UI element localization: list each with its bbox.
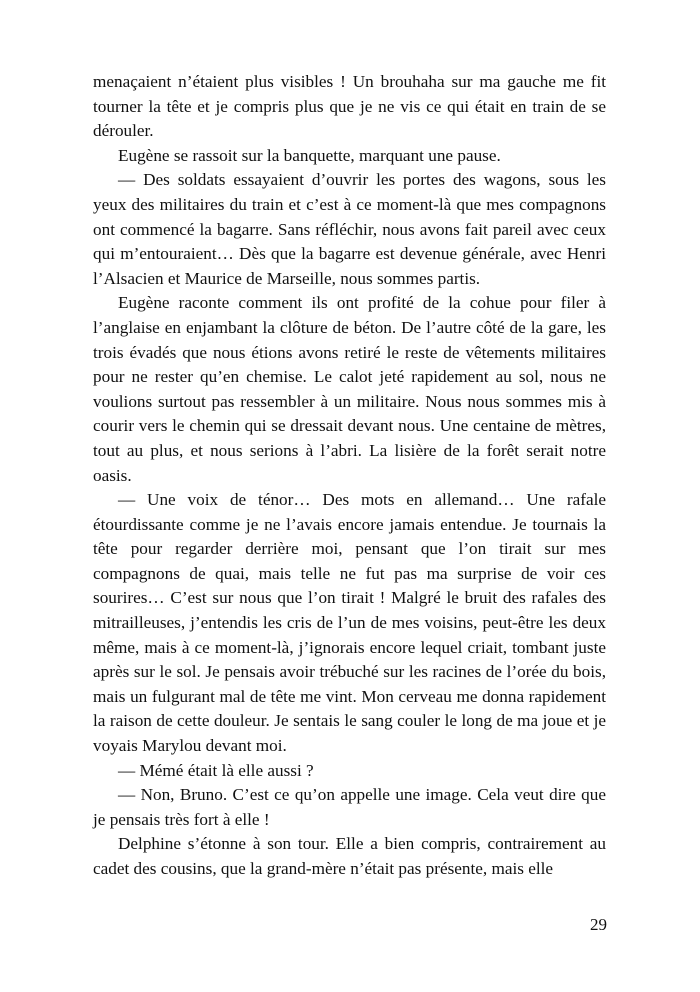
page-number: 29 [590,915,607,934]
paragraph-4: Eugène raconte comment ils ont profité de la cohue pour filer à l’anglaise en enjambant la clôture de béton. De l’autre côté de la gare, les trois évadés que nous étions avons retiré le reste de vêtements militaires pour ne rester qu’en chemise. Le calot jeté rapidement au sol, nous ne voulions surtout pas ressembler à un militaire. Nous nous sommes mis à courir vers le chemin qui se dressait devant nous. Une centaine de mètres, tout au plus, et nous serions à l’abri. La lisière de la forêt serait notre oasis. [93,293,606,485]
body-text [93,70,606,882]
paragraph-1: menaçaient n’étaient plus visibles ! Un brouhaha sur ma gauche me fit tourner la tête et je compris plus que je ne vis ce qui était en train de se dérouler. [93,72,606,141]
paragraph-5: — Une voix de ténor… Des mots en allemand… Une rafale étourdissante comme je ne l’avais encore jamais entendue. Je tournais la tête pour regarder derrière moi, pensant que l’on tirait sur mes compagnons de quai, mais telle ne fut pas ma surprise de voir ces sourires… C’est sur nous que l’on tirait ! Malgré le bruit des rafales des mitrailleuses, j’entendis les cris de l’un de mes voisins, peut-être les deux même, mais à ce moment-là, j’ignorais encore lequel criait, tombant juste après sur le sol. Je pensais avoir trébuché sur les racines de l’orée du bois, mais un fulgurant mal de tête me vint. Mon cerveau me donna rapidement la raison de cette douleur. Je sentais le sang couler le long de ma joue et je voyais Marylou devant moi. [93,490,606,756]
paragraph-6: — Mémé était là elle aussi ? [118,760,314,780]
paragraph-3: — Des soldats essayaient d’ouvrir les portes des wagons, sous les yeux des militaires du train et c’est à ce moment-là que mes compagnons ont commencé la bagarre. Sans réfléchir, nous avons fait pareil avec ceux qui m’entouraient… Dès que la bagarre est devenue générale, avec Henri l’Alsacien et Maurice de Marseille, nous sommes partis. [93,170,606,288]
paragraph-7: — Non, Bruno. C’est ce qu’on appelle une image. Cela veut dire que je pensais très fort à elle ! [93,785,606,829]
paragraph-2: Eugène se rassoit sur la banquette, marquant une pause. [118,145,501,165]
paragraph-8: Delphine s’étonne à son tour. Elle a bien compris, contrairement au cadet des cousins, que la grand-mère n’était pas présente, mais elle [93,834,606,878]
